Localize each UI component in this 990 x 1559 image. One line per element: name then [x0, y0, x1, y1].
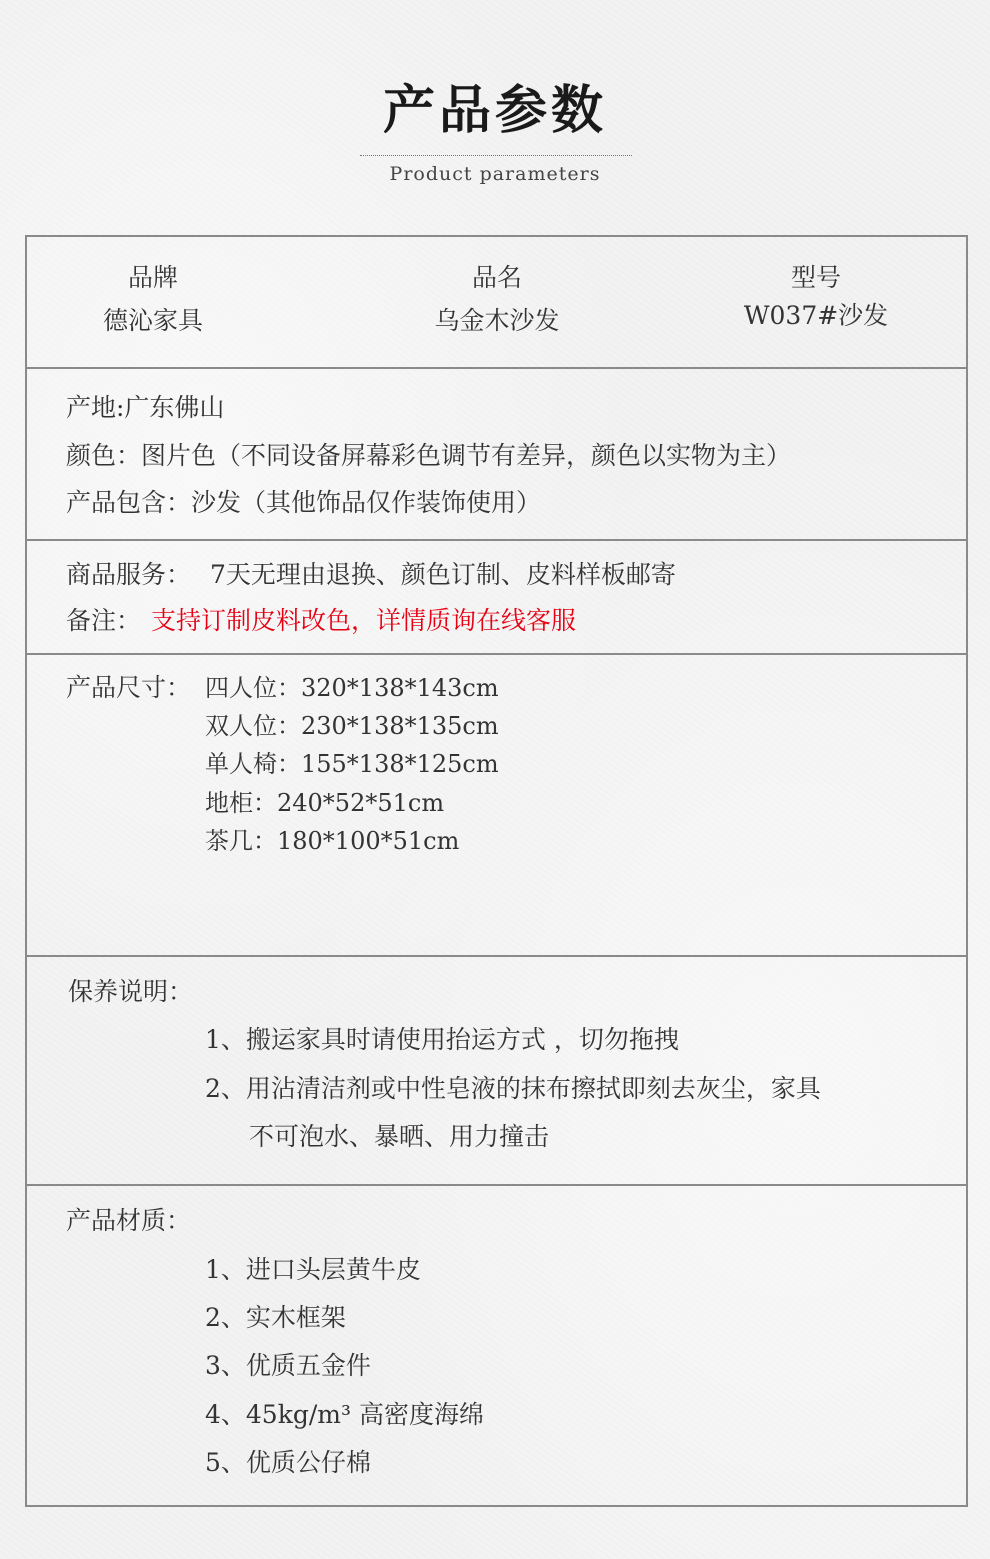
row-divider [25, 1184, 968, 1186]
material-item: 1、进口头层黄牛皮 [205, 1255, 421, 1284]
size-item: 四人位：320*138*143cm [205, 674, 499, 702]
name-value: 乌金木沙发 [434, 306, 560, 335]
brand-label: 品牌 [127, 263, 178, 292]
care-item: 1、搬运家具时请使用抬运方式 ，切勿拖拽 [205, 1025, 679, 1054]
material-item: 3、优质五金件 [205, 1351, 371, 1380]
care-item: 2、用沾清洁剂或中性皂液的抹布擦拭即刻去灰尘，家具 [205, 1074, 821, 1103]
model-value: W037#沙发 [743, 301, 889, 330]
service-label: 商品服务： [66, 560, 192, 589]
material-item: 2、实木框架 [205, 1303, 346, 1332]
size-item: 茶几：180*100*51cm [205, 827, 460, 855]
includes-text: 产品包含：沙发（其他饰品仅作装饰使用） [66, 488, 542, 517]
service-value: 7天无理由退换、颜色订制、皮料样板邮寄 [210, 560, 676, 589]
row-divider [25, 653, 968, 655]
title-divider [360, 155, 632, 156]
size-item: 地柜：240*52*51cm [205, 789, 445, 817]
row-divider [25, 367, 968, 369]
page-subtitle: Product parameters [389, 163, 601, 185]
care-label: 保养说明： [68, 977, 194, 1006]
row-divider [25, 539, 968, 541]
color-text: 颜色：图片色（不同设备屏幕彩色调节有差异，颜色以实物为主） [66, 441, 792, 470]
note-label: 备注： [66, 606, 142, 635]
brand-value: 德沁家具 [102, 306, 203, 335]
material-item: 5、优质公仔棉 [205, 1448, 371, 1477]
size-item: 单人椅：155*138*125cm [205, 750, 499, 778]
parameter-table [25, 235, 968, 1507]
material-item: 4、45kg/m³ 高密度海绵 [205, 1400, 484, 1429]
page-title: 产品参数 [382, 81, 607, 141]
row-divider [25, 955, 968, 957]
note-value: 支持订制皮料改色，详情质询在线客服 [151, 606, 577, 635]
size-label: 产品尺寸： [66, 673, 192, 702]
size-item: 双人位：230*138*135cm [205, 712, 499, 740]
name-label: 品名 [471, 263, 522, 292]
origin-text: 产地:广东佛山 [66, 393, 225, 422]
material-label: 产品材质： [66, 1206, 192, 1235]
model-label: 型号 [790, 263, 841, 292]
care-item: 不可泡水、暴晒、用力撞击 [249, 1122, 550, 1151]
